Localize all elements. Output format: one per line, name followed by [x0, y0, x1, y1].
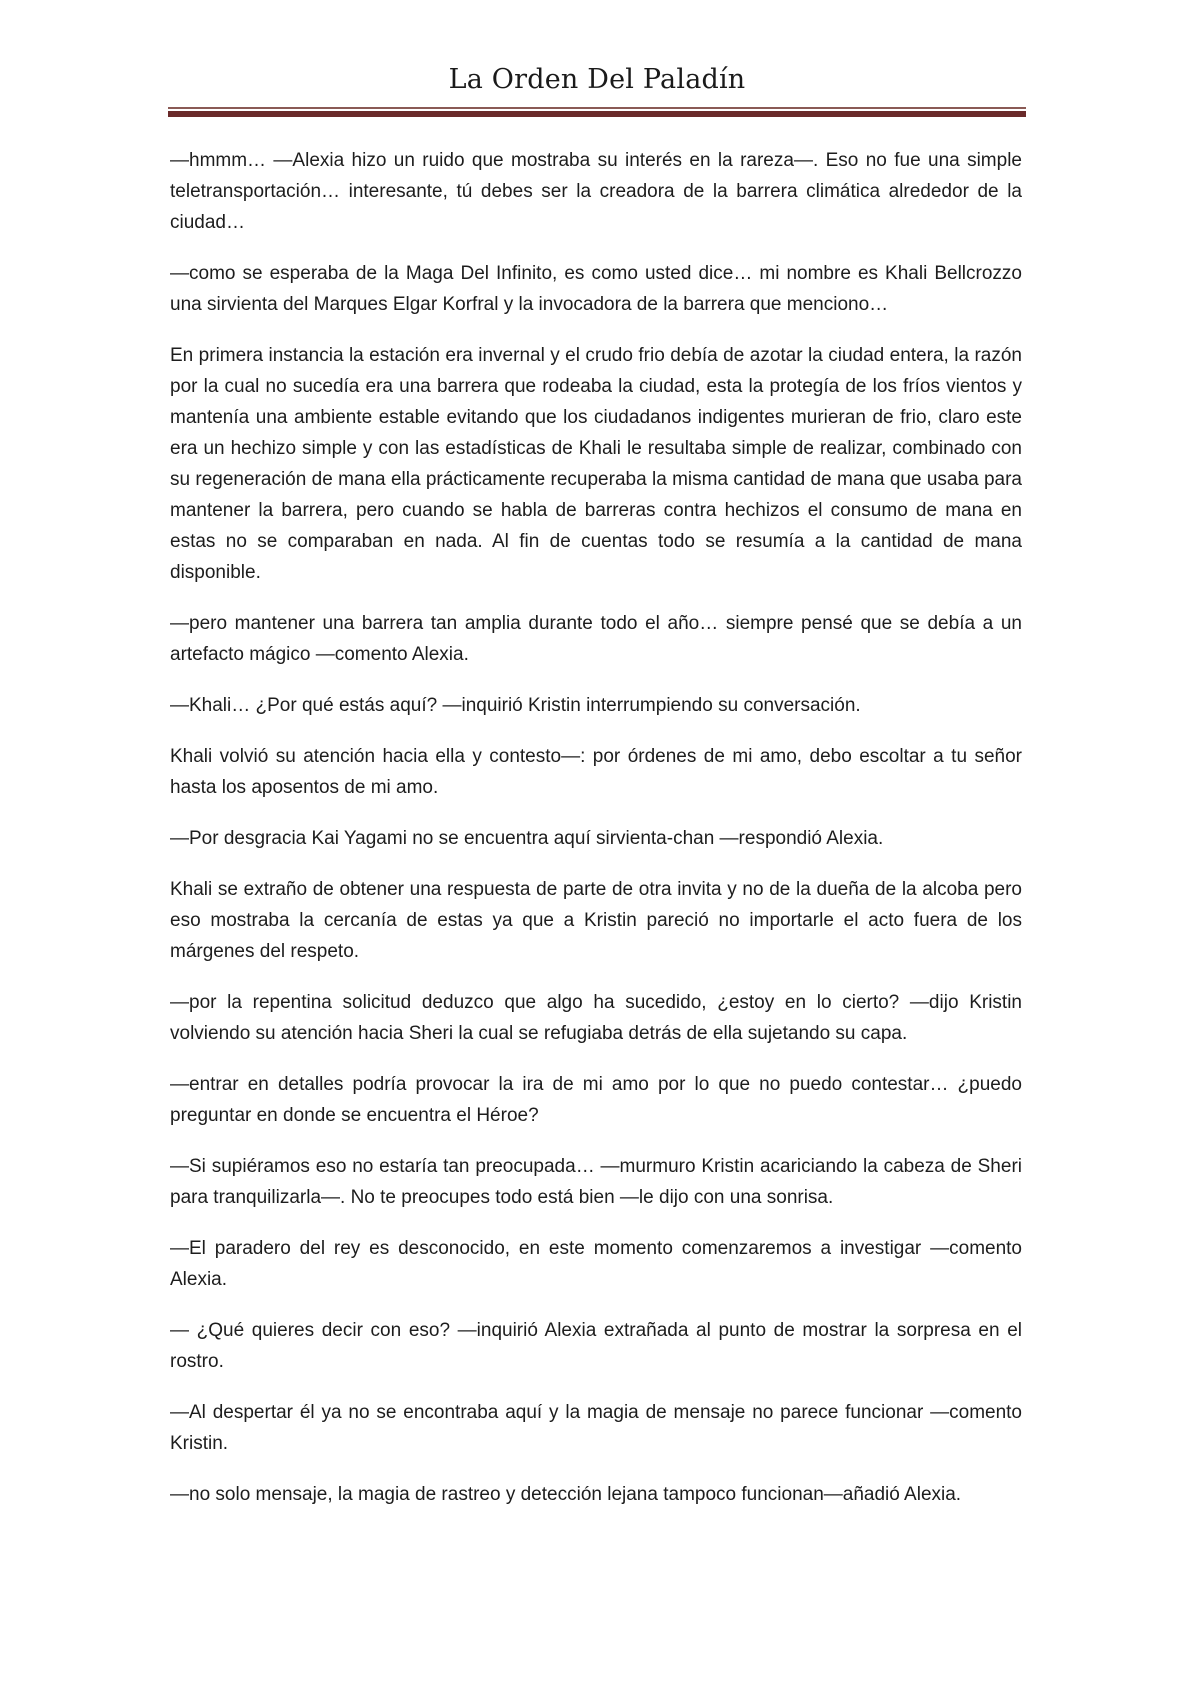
paragraph: Khali se extraño de obtener una respuesta de parte de otra invita y no de la dueña de la alcoba pero eso mostraba la cercanía de estas ya que a Kristin pareció no importarle el acto fuera de los márgenes del respeto.	[170, 879, 1022, 962]
paragraph: —por la repentina solicitud deduzco que algo ha sucedido, ¿estoy en lo cierto? —dijo Kristin volviendo su atención hacia Sheri la cual se refugiaba detrás de ella sujetando su capa.	[170, 992, 1022, 1044]
paragraph: —Si supiéramos eso no estaría tan preocupada… —murmuro Kristin acariciando la cabeza de Sheri para tranquilizarla—. No te preocupes todo está bien —le dijo con una sonrisa.	[170, 1156, 1022, 1208]
paragraph: —no solo mensaje, la magia de rastreo y detección lejana tampoco funcionan—añadió Alexia.	[170, 1484, 962, 1505]
body-text	[170, 145, 1022, 1530]
paragraph: —El paradero del rey es desconocido, en este momento comenzaremos a investigar —comento Alexia.	[170, 1238, 1022, 1290]
header-rule-thick	[168, 111, 1026, 117]
paragraph: —pero mantener una barrera tan amplia durante todo el año… siempre pensé que se debía a un artefacto mágico —comento Alexia.	[170, 613, 1022, 665]
paragraph: En primera instancia la estación era invernal y el crudo frio debía de azotar la ciudad entera, la razón por la cual no sucedía era una barrera que rodeaba la ciudad, esta la protegía de los fríos vientos y mantenía una ambiente estable evitando que los ciudadanos indigentes murieran de frio, claro este era un hechizo simple y con las estadísticas de Khali le resultaba simple de realizar, combinado con su regeneración de mana ella prácticamente recuperaba la misma cantidad de mana que usaba para mantener la barrera, pero cuando se habla de barreras contra hechizos el consumo de mana en estas no se comparaban en nada. Al fin de cuentas todo se resumía a la cantidad de mana disponible.	[170, 345, 1022, 583]
paragraph: —Por desgracia Kai Yagami no se encuentra aquí sirvienta-chan —respondió Alexia.	[170, 828, 884, 849]
paragraph: — ¿Qué quieres decir con eso? —inquirió Alexia extrañada al punto de mostrar la sorpresa en el rostro.	[170, 1320, 1022, 1372]
header-title: La Orden Del Paladín	[448, 64, 746, 95]
paragraph: —Khali… ¿Por qué estás aquí? —inquirió Kristin interrumpiendo su conversación.	[170, 695, 861, 716]
paragraph: Khali volvió su atención hacia ella y contesto—: por órdenes de mi amo, debo escoltar a tu señor hasta los aposentos de mi amo.	[170, 746, 1022, 798]
page-header	[168, 66, 1026, 93]
paragraph: —Al despertar él ya no se encontraba aquí y la magia de mensaje no parece funcionar —comento Kristin.	[170, 1402, 1022, 1454]
paragraph: —como se esperaba de la Maga Del Infinito, es como usted dice… mi nombre es Khali Bellcrozzo una sirvienta del Marques Elgar Korfral y la invocadora de la barrera que menciono…	[170, 263, 1022, 315]
paragraph: —entrar en detalles podría provocar la ira de mi amo por lo que no puedo contestar… ¿puedo preguntar en donde se encuentra el Héroe?	[170, 1074, 1022, 1126]
paragraph: —hmmm… —Alexia hizo un ruido que mostraba su interés en la rareza—. Eso no fue una simple teletransportación… interesante, tú debes ser la creadora de la barrera climática alrededor de la ciudad…	[170, 150, 1022, 233]
header-rule-thin	[168, 107, 1026, 109]
